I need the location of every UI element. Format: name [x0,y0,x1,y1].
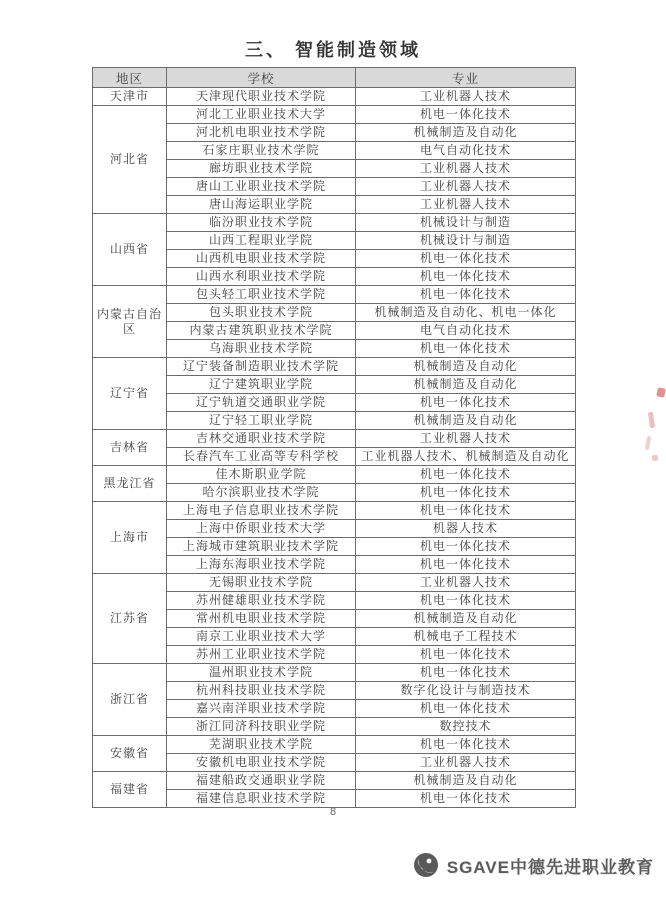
region-cell: 江苏省 [93,574,167,664]
region-cell: 辽宁省 [93,358,167,430]
major-cell: 机电一体化技术 [356,250,576,268]
major-cell: 机电一体化技术 [356,736,576,754]
major-cell: 机械制造及自动化、机电一体化 [356,304,576,322]
header-school: 学校 [167,68,356,88]
school-cell: 福建船政交通职业学院 [167,772,356,790]
major-cell: 机电一体化技术 [356,538,576,556]
major-cell: 机电一体化技术 [356,268,576,286]
major-cell: 工业机器人技术 [356,88,576,106]
school-cell: 上海中侨职业技术大学 [167,520,356,538]
school-cell: 唐山工业职业技术学院 [167,178,356,196]
school-cell: 常州机电职业技术学院 [167,610,356,628]
major-cell: 机电一体化技术 [356,106,576,124]
table-header-row [93,68,576,88]
school-cell: 河北工业职业技术大学 [167,106,356,124]
region-cell: 山西省 [93,214,167,286]
major-cell: 工业机器人技术 [356,430,576,448]
school-cell: 辽宁装备制造职业技术学院 [167,358,356,376]
table-row [93,664,576,682]
major-cell: 工业机器人技术 [356,160,576,178]
red-ink-mark [645,436,651,450]
major-cell: 机电一体化技术 [356,646,576,664]
page-title: 三、 智能制造领域 [244,40,421,60]
major-cell: 机械制造及自动化 [356,772,576,790]
school-cell: 河北机电职业技术学院 [167,124,356,142]
major-cell: 机电一体化技术 [356,592,576,610]
school-cell: 苏州健雄职业技术学院 [167,592,356,610]
footer-brand-text: SGAVE中德先进职业教育 [446,857,654,877]
major-cell: 机器人技术 [356,520,576,538]
school-cell: 辽宁轨道交通职业学院 [167,394,356,412]
school-cell: 长春汽车工业高等专科学校 [167,448,356,466]
school-cell: 温州职业技术学院 [167,664,356,682]
major-cell: 机电一体化技术 [356,556,576,574]
region-cell: 安徽省 [93,736,167,772]
school-cell: 吉林交通职业技术学院 [167,430,356,448]
school-cell: 无锡职业技术学院 [167,574,356,592]
major-cell: 机电一体化技术 [356,394,576,412]
major-cell: 数控技术 [356,718,576,736]
school-cell: 天津现代职业技术学院 [167,88,356,106]
school-cell: 包头轻工职业技术学院 [167,286,356,304]
major-cell: 机械设计与制造 [356,214,576,232]
region-cell: 河北省 [93,106,167,214]
region-cell: 上海市 [93,502,167,574]
major-cell: 机械制造及自动化 [356,358,576,376]
school-cell: 上海东海职业技术学院 [167,556,356,574]
major-cell: 机电一体化技术 [356,664,576,682]
major-cell: 机电一体化技术 [356,340,576,358]
table-row [93,358,576,376]
table-row [93,502,576,520]
table-row [93,466,576,484]
school-cell: 山西水利职业技术学院 [167,268,356,286]
school-cell: 芜湖职业技术学院 [167,736,356,754]
major-cell: 机电一体化技术 [356,286,576,304]
table-body [93,88,576,808]
school-cell: 石家庄职业技术学院 [167,142,356,160]
major-cell: 机电一体化技术 [356,790,576,808]
major-cell: 电气自动化技术 [356,142,576,160]
school-cell: 乌海职业技术学院 [167,340,356,358]
region-cell: 吉林省 [93,430,167,466]
school-cell: 临汾职业技术学院 [167,214,356,232]
school-major-table [92,67,576,808]
major-cell: 工业机器人技术 [356,754,576,772]
page-number: 8 [329,806,337,818]
red-ink-mark [652,455,658,461]
school-cell: 山西工程职业学院 [167,232,356,250]
school-cell: 安徽机电职业技术学院 [167,754,356,772]
region-cell: 福建省 [93,772,167,808]
school-cell: 廊坊职业技术学院 [167,160,356,178]
major-cell: 工业机器人技术 [356,178,576,196]
school-cell: 浙江同济科技职业学院 [167,718,356,736]
table-row [93,574,576,592]
school-cell: 辽宁建筑职业学院 [167,376,356,394]
region-cell: 内蒙古自治区 [93,286,167,358]
school-cell: 内蒙古建筑职业技术学院 [167,322,356,340]
major-cell: 机械制造及自动化 [356,610,576,628]
major-cell: 机械制造及自动化 [356,376,576,394]
header-region: 地区 [93,68,167,88]
table-row [93,106,576,124]
school-cell: 唐山海运职业学院 [167,196,356,214]
school-cell: 辽宁轻工职业学院 [167,412,356,430]
school-cell: 福建信息职业技术学院 [167,790,356,808]
major-cell: 机械电子工程技术 [356,628,576,646]
major-cell: 机电一体化技术 [356,502,576,520]
major-cell: 机电一体化技术 [356,484,576,502]
major-cell: 工业机器人技术 [356,196,576,214]
table-row [93,772,576,790]
region-cell: 天津市 [93,88,167,106]
major-cell: 机电一体化技术 [356,466,576,484]
major-cell: 机械制造及自动化 [356,124,576,142]
school-cell: 包头职业技术学院 [167,304,356,322]
major-cell: 机械设计与制造 [356,232,576,250]
school-cell: 哈尔滨职业技术学院 [167,484,356,502]
table-row [93,736,576,754]
table-row [93,286,576,304]
table-row [93,430,576,448]
major-cell: 工业机器人技术 [356,574,576,592]
major-cell: 电气自动化技术 [356,322,576,340]
school-cell: 苏州工业职业技术学院 [167,646,356,664]
region-cell: 黑龙江省 [93,466,167,502]
school-cell: 上海电子信息职业技术学院 [167,502,356,520]
major-cell: 机械制造及自动化 [356,412,576,430]
school-cell: 山西机电职业技术学院 [167,250,356,268]
school-cell: 南京工业职业技术大学 [167,628,356,646]
header-major: 专业 [356,68,576,88]
major-cell: 机电一体化技术 [356,700,576,718]
table-row [93,88,576,106]
red-ink-mark [648,412,655,429]
school-cell: 上海城市建筑职业技术学院 [167,538,356,556]
footer-brand [413,852,654,878]
major-cell: 数字化设计与制造技术 [356,682,576,700]
school-cell: 嘉兴南洋职业技术学院 [167,700,356,718]
sgave-logo-icon [413,852,439,878]
red-ink-mark [656,387,666,397]
region-cell: 浙江省 [93,664,167,736]
major-cell: 工业机器人技术、机械制造及自动化 [356,448,576,466]
table-row [93,214,576,232]
school-cell: 佳木斯职业学院 [167,466,356,484]
school-cell: 杭州科技职业技术学院 [167,682,356,700]
